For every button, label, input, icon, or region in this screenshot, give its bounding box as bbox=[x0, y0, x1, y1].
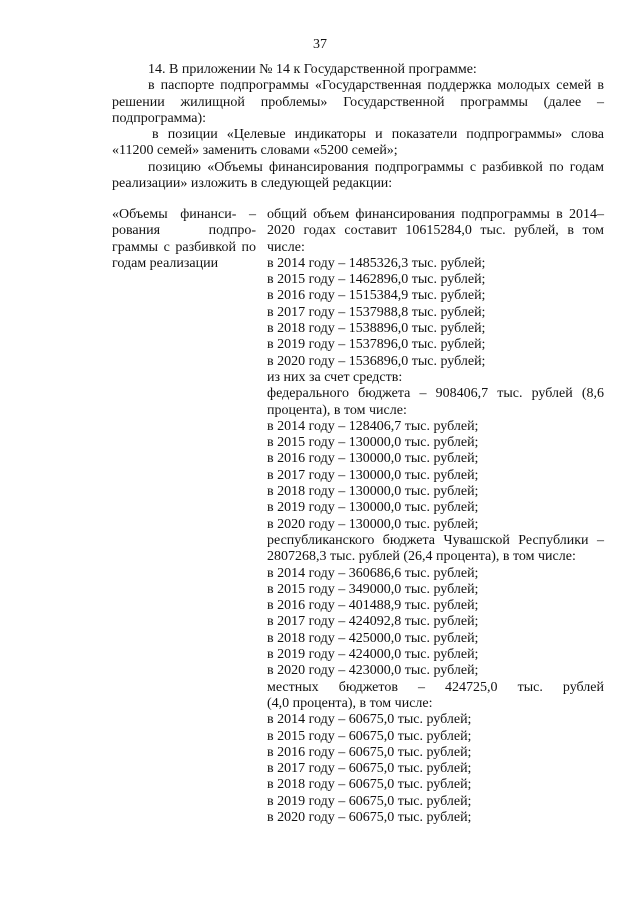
amendment-item: 14. В приложении № 14 к Государственной программе: bbox=[148, 62, 477, 77]
local-word: бюджетов bbox=[338, 679, 398, 695]
year-amount-line: в 2015 году – 349000,0 тыс. рублей; bbox=[267, 581, 479, 597]
year-amount-line: в 2020 году – 1536896,0 тыс. рублей; bbox=[267, 353, 486, 369]
year-amount-line: в 2014 году – 60675,0 тыс. рублей; bbox=[267, 712, 472, 728]
year-amount-line: в 2019 году – 130000,0 тыс. рублей; bbox=[267, 500, 479, 516]
year-amount-line: в 2016 году – 130000,0 тыс. рублей; bbox=[267, 451, 479, 467]
local-word: рублей bbox=[562, 679, 604, 695]
year-amount-line: в 2017 году – 130000,0 тыс. рублей; bbox=[267, 467, 479, 483]
year-amount-line: в 2015 году – 130000,0 тыс. рублей; bbox=[267, 435, 479, 451]
local-word: тыс. bbox=[517, 679, 543, 695]
year-amount-line: в 2020 году – 130000,0 тыс. рублей; bbox=[267, 516, 479, 532]
federal-years-list bbox=[267, 419, 604, 533]
year-amount-line: в 2017 году – 424092,8 тыс. рублей; bbox=[267, 614, 479, 630]
federal-intro: федерального бюджета – 908406,7 тыс. рублей (8,6 процента), в том числе: bbox=[267, 386, 604, 418]
local-intro-cont: (4,0 процента), в том числе: bbox=[267, 695, 433, 711]
sources-intro: из них за счет средств: bbox=[267, 369, 403, 385]
year-amount-line: в 2014 году – 128406,7 тыс. рублей; bbox=[267, 418, 479, 434]
year-amount-line: в 2017 году – 60675,0 тыс. рублей; bbox=[267, 761, 472, 777]
total-intro: общий объем финансирования подпрограммы в 2014–2020 годах составит 10615284,0 тыс. рублей, в том числе: bbox=[267, 207, 604, 255]
year-amount-line: в 2018 году – 1538896,0 тыс. рублей; bbox=[267, 321, 486, 337]
intro-section bbox=[112, 62, 604, 192]
year-amount-line: в 2019 году – 60675,0 тыс. рублей; bbox=[267, 793, 472, 809]
year-amount-line: в 2016 году – 401488,9 тыс. рублей; bbox=[267, 598, 479, 614]
local-years-list bbox=[267, 712, 604, 826]
targets-paragraph: в позиции «Целевые индикаторы и показатели подпрограммы» слова «11200 семей» заменить словами «5200 семей»; bbox=[112, 127, 604, 159]
position-paragraph: позицию «Объемы финансирования подпрограммы с разбивкой по годам реализации» изложить в следующей редакции: bbox=[112, 159, 604, 192]
year-amount-line: в 2018 году – 425000,0 тыс. рублей; bbox=[267, 630, 479, 646]
funding-details bbox=[267, 207, 604, 826]
year-amount-line: в 2019 году – 1537896,0 тыс. рублей; bbox=[267, 337, 486, 353]
year-amount-line: в 2018 году – 60675,0 тыс. рублей; bbox=[267, 777, 472, 793]
local-intro bbox=[267, 680, 604, 696]
passport-paragraph: в паспорте подпрограммы «Государственная поддержка молодых семей в решении жилищной проблемы» Государственной программы (далее – подпрограмма): bbox=[112, 78, 604, 126]
local-word: 424725,0 bbox=[445, 679, 498, 695]
year-amount-line: в 2019 году – 424000,0 тыс. рублей; bbox=[267, 647, 479, 663]
year-amount-line: в 2016 году – 1515384,9 тыс. рублей; bbox=[267, 288, 486, 304]
total-years-list bbox=[267, 256, 604, 370]
year-amount-line: в 2015 году – 60675,0 тыс. рублей; bbox=[267, 728, 472, 744]
year-amount-line: в 2018 году – 130000,0 тыс. рублей; bbox=[267, 484, 479, 500]
year-amount-line: в 2014 году – 360686,6 тыс. рублей; bbox=[267, 565, 479, 581]
local-word: – bbox=[418, 679, 425, 695]
page-number: 37 bbox=[313, 37, 327, 52]
republic-years-list bbox=[267, 566, 604, 680]
funding-label: «Объемы финанси- – рования подпро- граммы с разбивкой по годам реализации bbox=[112, 207, 256, 271]
year-amount-line: в 2015 году – 1462896,0 тыс. рублей; bbox=[267, 272, 486, 288]
republic-intro: республиканского бюджета Чувашской Республики – 2807268,3 тыс. рублей (26,4 процента), в том числе: bbox=[267, 532, 604, 565]
year-amount-line: в 2016 году – 60675,0 тыс. рублей; bbox=[267, 744, 472, 760]
year-amount-line: в 2017 году – 1537988,8 тыс. рублей; bbox=[267, 304, 486, 320]
year-amount-line: в 2020 году – 423000,0 тыс. рублей; bbox=[267, 663, 479, 679]
year-amount-line: в 2020 году – 60675,0 тыс. рублей; bbox=[267, 809, 472, 825]
year-amount-line: в 2014 году – 1485326,3 тыс. рублей; bbox=[267, 255, 486, 271]
local-word: местных bbox=[267, 679, 319, 695]
